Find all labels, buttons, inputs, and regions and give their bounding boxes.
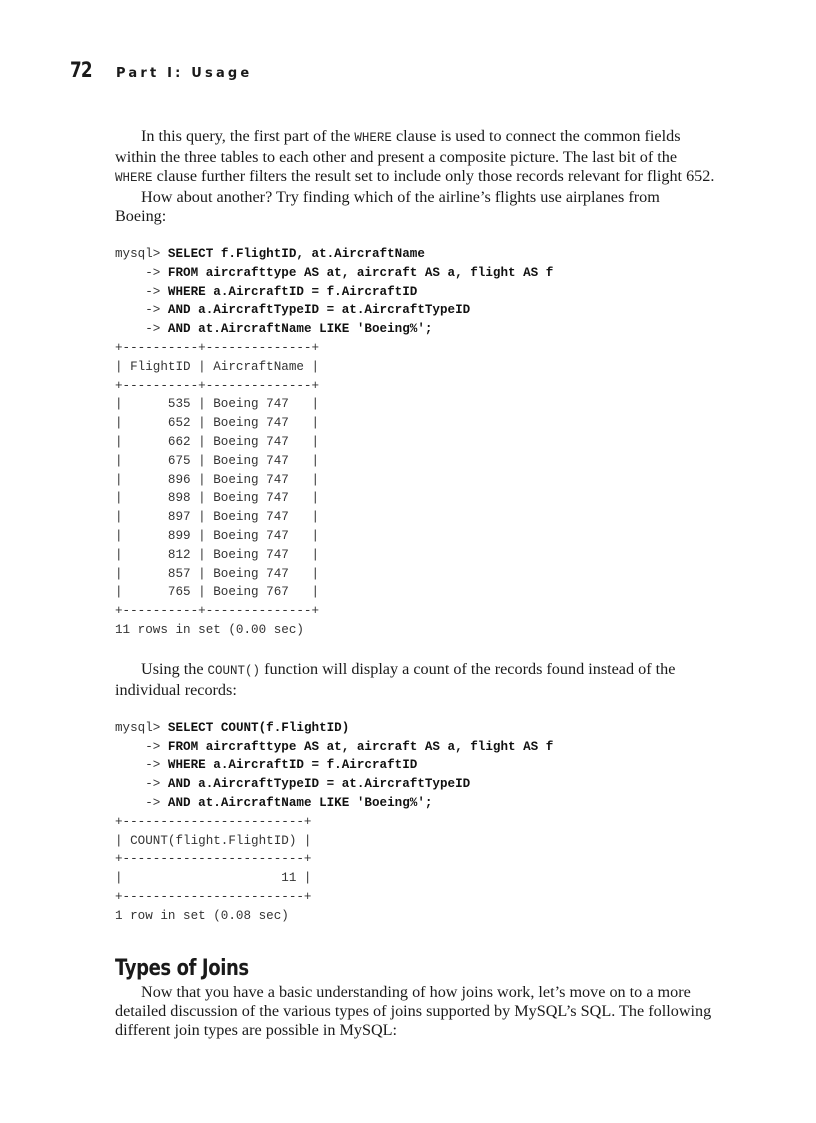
table-row: | 896 | Boeing 747 | (115, 472, 320, 487)
table-row: | 675 | Boeing 747 | (115, 453, 320, 468)
table-border: +----------+--------------+ (115, 340, 320, 355)
query-line: -> AND at.AircraftName LIKE 'Boeing%'; (115, 322, 433, 337)
paragraph-join-types: Now that you have a basic understanding of how joins work, let’s move on to a more detailed discussion of the various types of joins supported by MySQL’s SQL. The following different join types are possible in MySQL: (115, 982, 712, 1039)
query-line: -> AND at.AircraftName LIKE 'Boeing%'; (115, 795, 433, 810)
inline-code-where: WHERE (354, 131, 392, 145)
paragraph-count-function: Using the COUNT() function will display a count of the records found instead of the individual records: (115, 659, 676, 699)
code-block-count-query (115, 719, 715, 926)
result-table (115, 815, 312, 904)
table-border: +----------+--------------+ (115, 378, 320, 393)
inline-code-where: WHERE (115, 171, 153, 185)
query-line: -> FROM aircrafttype AS at, aircraft AS a, flight AS f (115, 739, 554, 754)
query-line: -> AND a.AircraftTypeID = at.AircraftTypeID (115, 303, 471, 318)
paragraph-where-clause: In this query, the first part of the WHERE clause is used to connect the common fields within the three tables to each other and present a composite picture. The last bit of the WHERE clause further filters the result set to include only those records relevant for flight 652. (115, 127, 715, 185)
result-status: 11 rows in set (0.00 sec) (115, 622, 304, 637)
query-line: -> WHERE a.AircraftID = f.AircraftID (115, 284, 418, 299)
running-header (70, 58, 252, 82)
table-row: | 898 | Boeing 747 | (115, 491, 320, 506)
query-line: -> WHERE a.AircraftID = f.AircraftID (115, 758, 418, 773)
table-row: | 812 | Boeing 747 | (115, 547, 320, 562)
query-line: mysql> SELECT COUNT(f.FlightID) (115, 720, 350, 735)
page-number: 72 (70, 58, 92, 82)
query-line: -> FROM aircrafttype AS at, aircraft AS a, flight AS f (115, 265, 554, 280)
table-row: | 899 | Boeing 747 | (115, 528, 320, 543)
query-line: -> AND a.AircraftTypeID = at.AircraftTypeID (115, 777, 471, 792)
page-body (115, 127, 715, 1040)
paragraph-boeing-question: How about another? Try finding which of the airline’s flights use airplanes from Boeing: (115, 188, 660, 225)
part-title: Part I: Usage (116, 66, 253, 81)
table-border: +------------------------+ (115, 852, 312, 867)
inline-code-count: COUNT() (207, 663, 261, 678)
table-header-row: | COUNT(flight.FlightID) | (115, 833, 312, 848)
query-line: mysql> SELECT f.FlightID, at.AircraftName (115, 247, 425, 261)
table-row: | 11 | (115, 871, 312, 886)
code-block-boeing-query (115, 245, 715, 640)
table-border: +------------------------+ (115, 814, 312, 829)
result-table (115, 341, 319, 618)
table-row: | 535 | Boeing 747 | (115, 397, 320, 412)
table-row: | 857 | Boeing 747 | (115, 566, 320, 581)
table-row: | 897 | Boeing 747 | (115, 510, 320, 525)
table-row: | 652 | Boeing 747 | (115, 416, 320, 431)
table-row: | 662 | Boeing 747 | (115, 434, 320, 449)
table-header-row: | FlightID | AircraftName | (115, 359, 320, 374)
table-row: | 765 | Boeing 767 | (115, 585, 320, 600)
table-border: +----------+--------------+ (115, 604, 320, 619)
table-border: +------------------------+ (115, 889, 312, 904)
result-status: 1 row in set (0.08 sec) (115, 908, 289, 923)
section-heading: Types of Joins (115, 955, 249, 981)
